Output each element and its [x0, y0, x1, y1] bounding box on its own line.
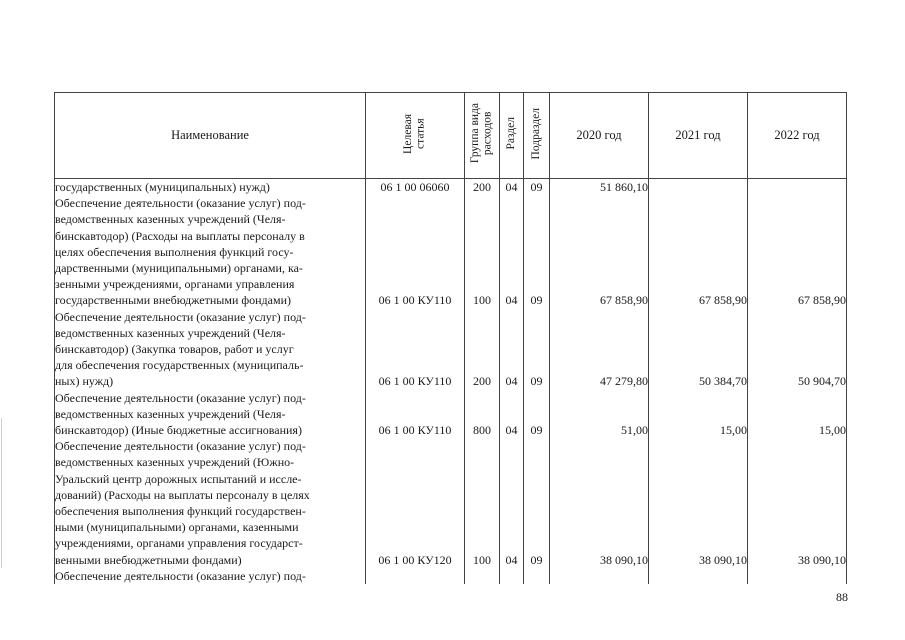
row-amount-2022: 15,00: [748, 390, 847, 439]
table-row: [55, 568, 847, 584]
row-name-line: Обеспечение деятельности (оказание услуг) под-: [55, 439, 306, 454]
row-name-line: дарственными (муниципальными) органами, ка-: [55, 261, 303, 276]
header-name: Наименование: [55, 93, 366, 179]
row-section: 04: [500, 179, 524, 196]
row-amount-2022: 50 904,70: [748, 309, 847, 390]
header-2021: 2021 год: [649, 93, 748, 179]
row-subsection: [524, 568, 550, 584]
table-row: [55, 309, 847, 390]
row-amount-2021: 50 384,70: [649, 309, 748, 390]
row-name-cell: [55, 195, 366, 308]
row-name-cell: [55, 568, 366, 584]
row-amount-2020: 51 860,10: [550, 179, 649, 196]
row-name-line: ведомственных казенных учреждений (Челя-: [55, 406, 286, 421]
row-name-cell: [55, 390, 366, 439]
row-name-cell: [55, 309, 366, 390]
header-2020: 2020 год: [550, 93, 649, 179]
row-expense-group: 100: [465, 195, 500, 308]
row-amount-2021: 15,00: [649, 390, 748, 439]
table-row: [55, 195, 847, 308]
header-2022: 2022 год: [748, 93, 847, 179]
row-name-line: Обеспечение деятельности (оказание услуг) под-: [55, 309, 306, 324]
row-expense-group: 200: [465, 309, 500, 390]
row-section: 04: [500, 390, 524, 439]
row-name-line: обеспечения выполнения функций государствен-: [55, 504, 306, 519]
row-section: [500, 568, 524, 584]
header-expense-group-label: Группа вида расходов: [469, 103, 494, 164]
row-name-cell: [55, 438, 366, 568]
table-header-row: [55, 93, 847, 179]
row-section: 04: [500, 309, 524, 390]
row-expense-group: 800: [465, 390, 500, 439]
row-name-line: ведомственных казенных учреждений (Южно-: [55, 455, 295, 470]
header-target-article: [366, 93, 465, 179]
row-name-line: бинскавтодор) (Закупка товаров, работ и услуг: [55, 342, 294, 357]
table-row: [55, 179, 847, 196]
row-subsection: 09: [524, 390, 550, 439]
row-name-line: зенными учреждениями, органами управления: [55, 277, 295, 292]
row-name-line: венными внебюджетными фондами): [55, 552, 242, 567]
row-target-article: [366, 568, 465, 584]
row-section: 04: [500, 195, 524, 308]
header-target-article-label: Целевая статья: [402, 113, 427, 154]
row-name-line: для обеспечения государственных (муниципаль-: [55, 358, 304, 373]
row-name-line: целях обеспечения выполнения функций госу-: [55, 244, 294, 259]
row-amount-2022: 38 090,10: [748, 438, 847, 568]
row-name-line: Обеспечение деятельности (оказание услуг) под-: [55, 568, 306, 583]
row-amount-2020: 38 090,10: [550, 438, 649, 568]
row-subsection: 09: [524, 309, 550, 390]
row-name-line: ных) нужд): [55, 374, 114, 389]
row-name-line: государственных (муниципальных) нужд): [55, 180, 270, 194]
row-amount-2022: 67 858,90: [748, 195, 847, 308]
scan-margin-line: [1, 418, 2, 568]
row-section: 04: [500, 438, 524, 568]
row-name-line: Уральский центр дорожных испытаний и иссле-: [55, 471, 302, 486]
row-amount-2022: [748, 179, 847, 196]
row-amount-2021: 67 858,90: [649, 195, 748, 308]
row-name-line: ными (муниципальными) органами, казенными: [55, 520, 299, 535]
row-target-article: 06 1 00 06060: [366, 179, 465, 196]
row-expense-group: 200: [465, 179, 500, 196]
row-name-line: ведомственных казенных учреждений (Челя-: [55, 212, 286, 227]
row-amount-2020: [550, 568, 649, 584]
row-name-line: государственными внебюджетными фондами): [55, 293, 292, 308]
page-number: 88: [836, 590, 848, 604]
row-amount-2022: [748, 568, 847, 584]
row-name-line: учреждениями, органами управления государст-: [55, 536, 303, 551]
row-amount-2020: 51,00: [550, 390, 649, 439]
header-expense-group: [465, 93, 500, 179]
row-amount-2020: 67 858,90: [550, 195, 649, 308]
row-expense-group: 100: [465, 438, 500, 568]
row-name-line: бинскавтодор) (Расходы на выплаты персоналу в: [55, 228, 305, 243]
header-section-label: Раздел: [505, 117, 518, 150]
row-name-line: ведомственных казенных учреждений (Челя-: [55, 325, 286, 340]
row-subsection: 09: [524, 438, 550, 568]
row-name-line: дований) (Расходы на выплаты персоналу в целях: [55, 487, 310, 502]
budget-table: [54, 92, 847, 584]
header-subsection-label: Подраздел: [530, 107, 543, 160]
row-target-article: 06 1 00 КУ110: [366, 390, 465, 439]
row-subsection: 09: [524, 195, 550, 308]
row-target-article: 06 1 00 КУ110: [366, 309, 465, 390]
row-amount-2021: 38 090,10: [649, 438, 748, 568]
row-name-line: Обеспечение деятельности (оказание услуг) под-: [55, 390, 306, 405]
row-expense-group: [465, 568, 500, 584]
table-row: [55, 390, 847, 439]
row-amount-2020: 47 279,80: [550, 309, 649, 390]
table-row: [55, 438, 847, 568]
header-subsection: [524, 93, 550, 179]
row-name-line: бинскавтодор) (Иные бюджетные ассигнования): [55, 423, 302, 438]
row-amount-2021: [649, 179, 748, 196]
row-name-line: Обеспечение деятельности (оказание услуг) под-: [55, 196, 306, 211]
header-section: [500, 93, 524, 179]
row-name-cell: [55, 179, 366, 196]
table-body: [55, 179, 847, 585]
row-target-article: 06 1 00 КУ110: [366, 195, 465, 308]
row-target-article: 06 1 00 КУ120: [366, 438, 465, 568]
row-amount-2021: [649, 568, 748, 584]
row-subsection: 09: [524, 179, 550, 196]
